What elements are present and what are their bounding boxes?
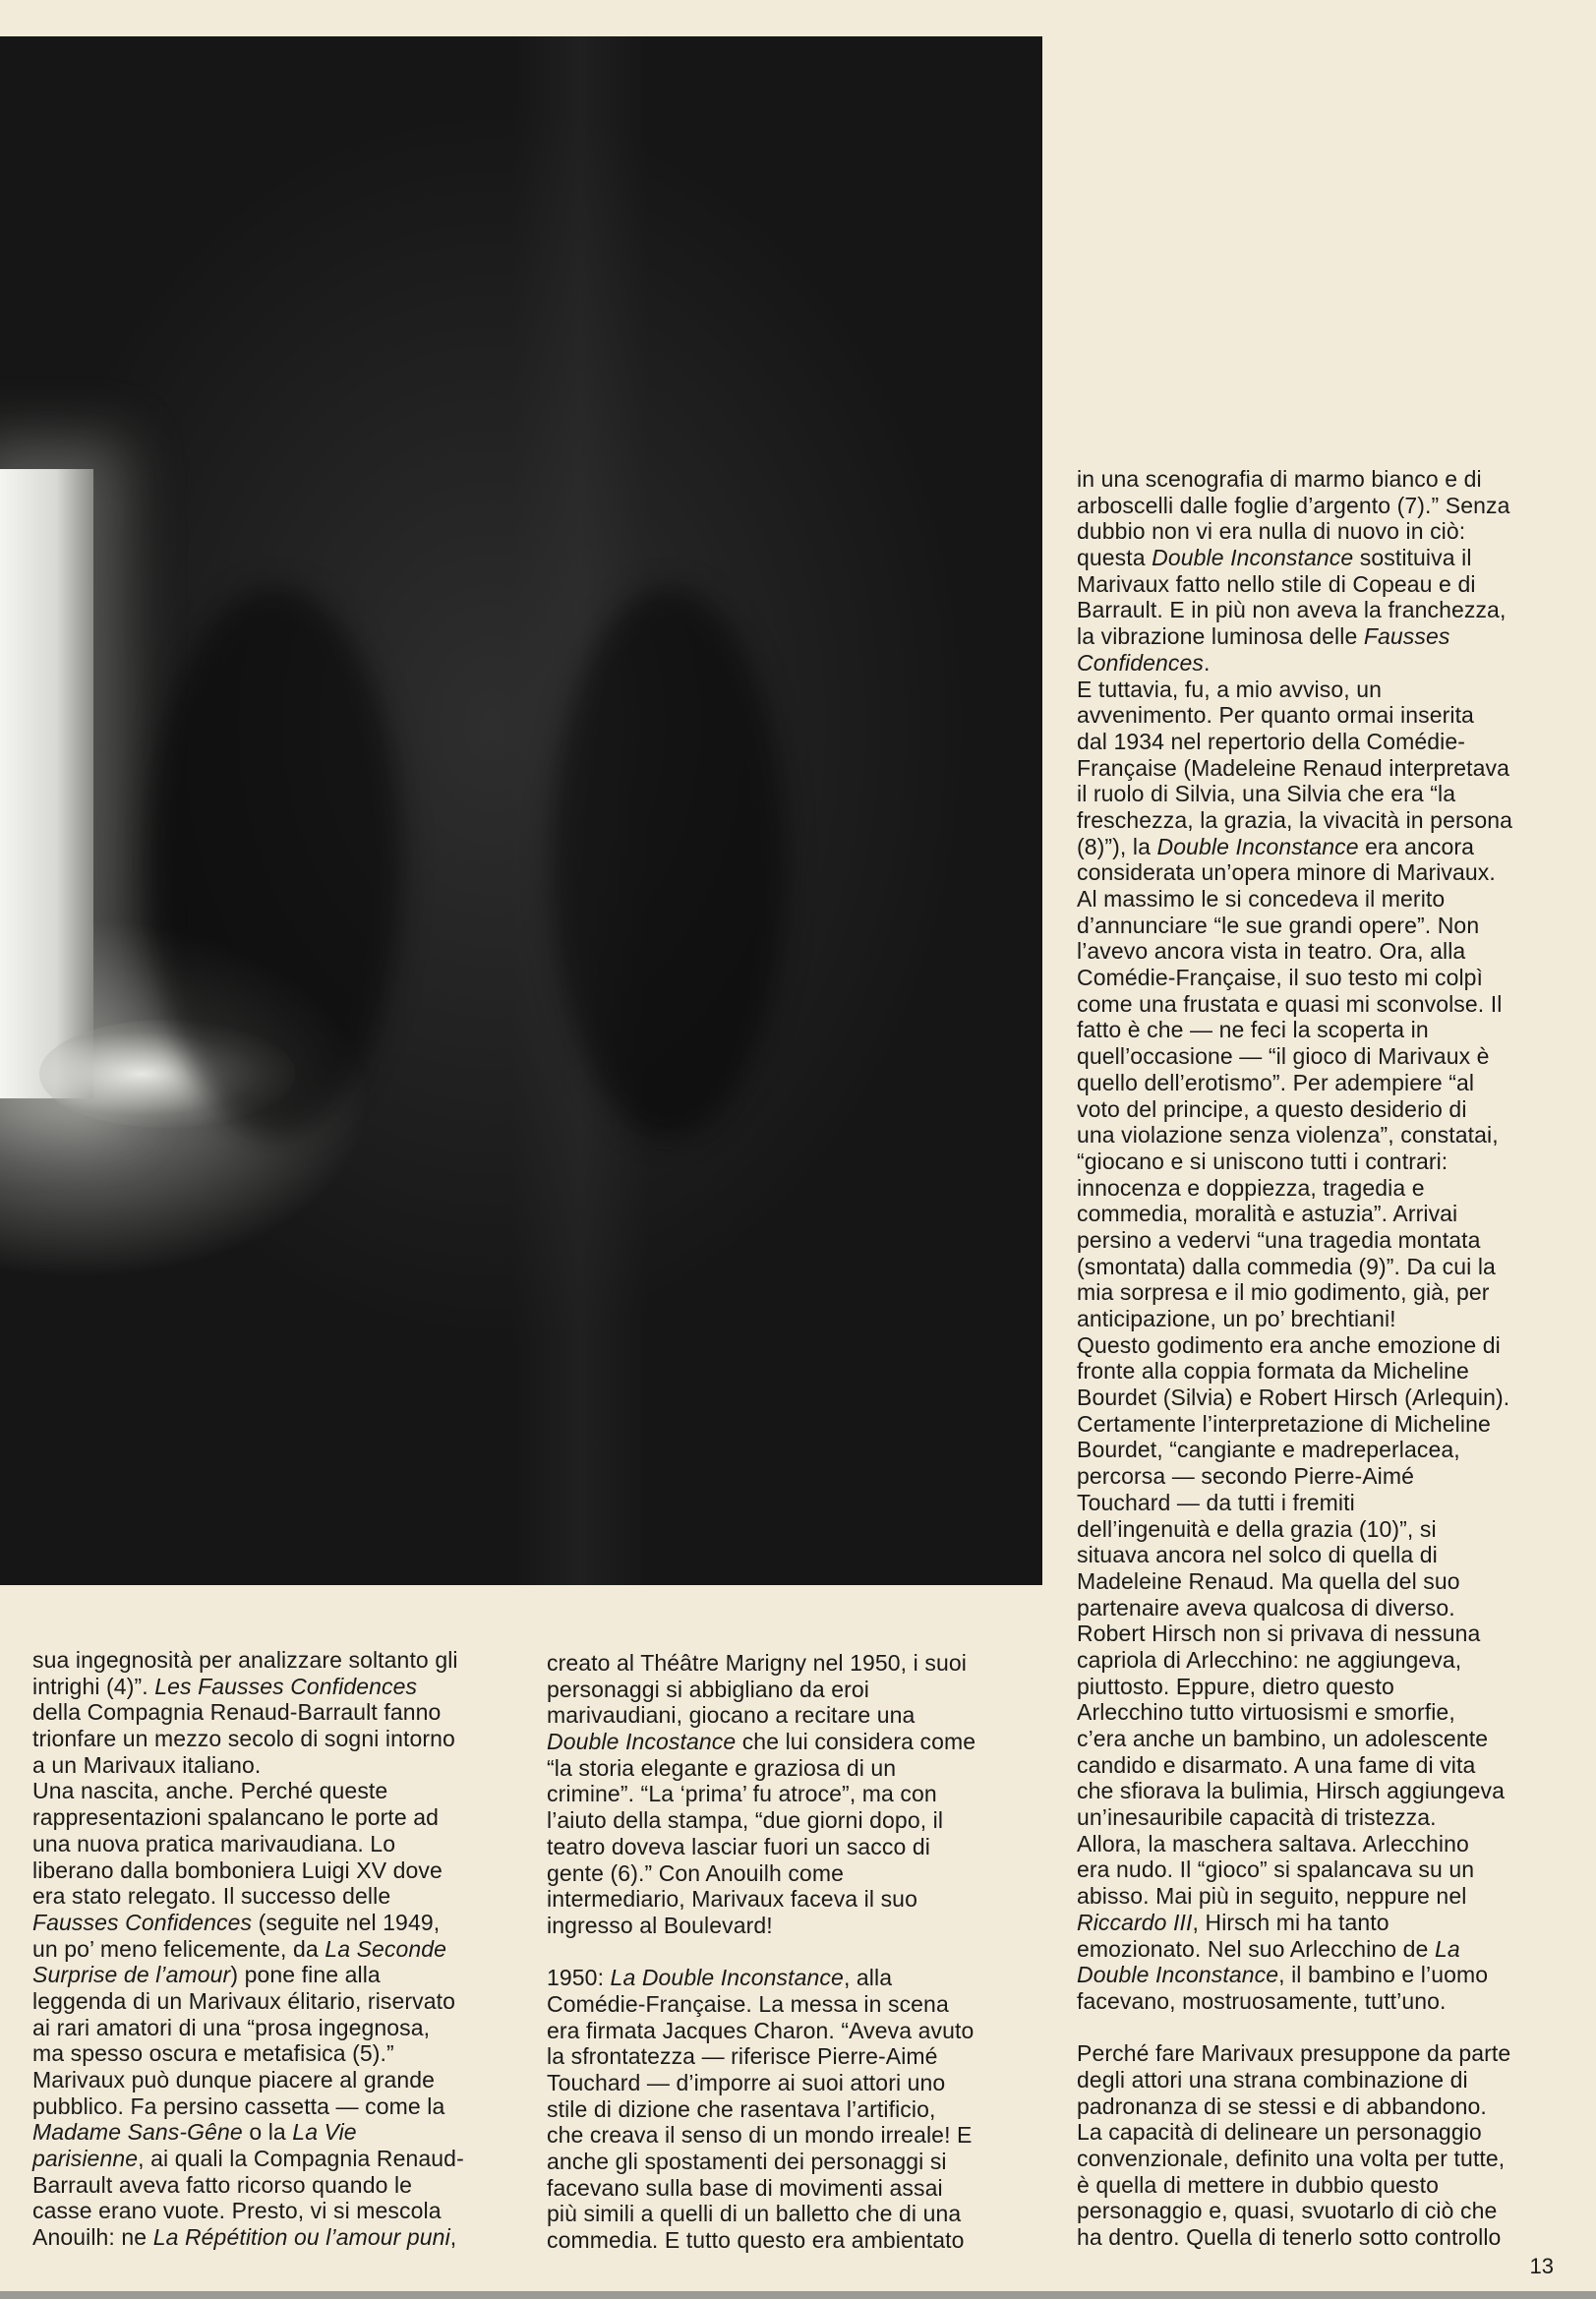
- text-line: c’era anche un bambino, un adolescente: [1077, 1726, 1489, 1751]
- text-segment: ) pone fine alla: [230, 1962, 381, 1988]
- text-segment: era ancora: [1358, 833, 1475, 859]
- text-line: [1077, 1936, 1512, 1963]
- text-line: ingresso al Boulevard!: [547, 1912, 773, 1938]
- text-line: partenaire aveva qualcosa di diverso.: [1077, 1594, 1455, 1621]
- text-line: voto del principe, a questo desiderio di: [1077, 1095, 1467, 1122]
- text-line: [1077, 545, 1512, 571]
- text-line: percorsa — secondo Pierre-Aimé: [1077, 1463, 1415, 1490]
- text-line: Comédie-Française. La messa in scena: [547, 1990, 949, 2017]
- italic-title: La: [1434, 1935, 1460, 1962]
- text-line: innocenza e doppiezza, tragedia e: [1077, 1174, 1425, 1201]
- text-line: Una nascita, anche. Perché queste: [32, 1778, 388, 1804]
- text-line: il ruolo di Silvia, una Silvia che era “la: [1077, 781, 1456, 807]
- text-segment: sostituiva il: [1353, 545, 1472, 571]
- text-line: Barrault. E in più non aveva la franchezza,: [1077, 597, 1507, 623]
- text-segment: , il bambino e l’uomo: [1278, 1962, 1489, 1988]
- text-line: dubbio non vi era nulla di nuovo in ciò:: [1077, 518, 1466, 545]
- text-line: padronanza di se stessi e di abbandono.: [1077, 2093, 1487, 2119]
- text-line: Questo godimento era anche emozione di: [1077, 1331, 1501, 1358]
- text-segment: questa: [1077, 545, 1153, 571]
- text-line: sua ingegnosità per analizzare soltanto gli: [32, 1647, 458, 1673]
- italic-title: Madame Sans-Gêne: [32, 2119, 243, 2146]
- text-segment: emozionato. Nel suo Arlecchino de: [1077, 1935, 1435, 1962]
- text-line: leggenda di un Marivaux élitario, riservato: [32, 1987, 456, 2014]
- text-line: fronte alla coppia formata da Micheline: [1077, 1358, 1469, 1385]
- text-segment: che lui considera come: [736, 1729, 976, 1755]
- text-line: piuttosto. Eppure, dietro questo: [1077, 1673, 1394, 1699]
- text-line: un’inesauribile capacità di tristezza.: [1077, 1804, 1437, 1831]
- figure-shadow-right: [551, 587, 787, 1138]
- text-line: [32, 2119, 464, 2146]
- italic-title: Les Fausses Confidences: [154, 1673, 418, 1699]
- text-line: Al massimo le si concedeva il merito: [1077, 886, 1446, 912]
- text-line: quell’occasione — “il gioco di Marivaux è: [1077, 1043, 1490, 1070]
- text-line: la sfrontatezza — riferisce Pierre-Aimé: [547, 2043, 938, 2070]
- text-line: [1077, 650, 1512, 677]
- text-segment: 1950:: [547, 1965, 611, 1991]
- text-line: E tuttavia, fu, a mio avviso, un: [1077, 676, 1383, 702]
- text-line: pubblico. Fa persino cassetta — come la: [32, 2093, 445, 2119]
- text-segment: .: [1203, 649, 1211, 676]
- text-line: liberano dalla bomboniera Luigi XV dove: [32, 1857, 443, 1883]
- text-line: [1077, 623, 1512, 650]
- text-line: della Compagnia Renaud-Barrault fanno: [32, 1699, 442, 1726]
- text-line: marivaudiani, giocano a recitare una: [547, 1702, 916, 1729]
- text-line: rappresentazioni spalancano le porte ad: [32, 1804, 440, 1831]
- text-line: [1077, 1910, 1512, 1936]
- text-line: quello dell’erotismo”. Per adempiere “al: [1077, 1069, 1475, 1095]
- text-line: creato al Théâtre Marigny nel 1950, i suoi: [547, 1650, 967, 1676]
- text-line: era firmata Jacques Charon. “Aveva avuto: [547, 2017, 975, 2043]
- text-line: [547, 1965, 975, 1991]
- text-line: era stato relegato. Il successo delle: [32, 1883, 391, 1910]
- text-segment: (8)”), la: [1077, 833, 1157, 859]
- text-line: intermediario, Marivaux faceva il suo: [547, 1886, 917, 1913]
- text-segment: , alla: [843, 1965, 893, 1991]
- text-line: teatro doveva lasciar fuori un sacco di: [547, 1833, 930, 1859]
- italic-title: Fausses: [1363, 623, 1450, 650]
- text-line: considerata un’opera minore di Marivaux.: [1077, 859, 1496, 886]
- page-number: 13: [1529, 2254, 1554, 2278]
- text-line: mia sorpresa e il mio godimento, già, per: [1077, 1279, 1490, 1306]
- scan-edge: [0, 2291, 1596, 2299]
- text-line: anticipazione, un po’ brechtiani!: [1077, 1306, 1396, 1331]
- lit-window: [0, 469, 93, 1098]
- text-line: Robert Hirsch non si privava di nessuna: [1077, 1621, 1481, 1647]
- text-line: Marivaux può dunque piacere al grande: [32, 2067, 436, 2093]
- text-line: Perché fare Marivaux presuppone da parte: [1077, 2040, 1511, 2067]
- text-line: Touchard — da tutti i fremiti: [1077, 1489, 1355, 1515]
- text-line: capriola di Arlecchino: ne aggiungeva,: [1077, 1646, 1462, 1673]
- text-segment: la vibrazione luminosa delle: [1077, 623, 1364, 650]
- figure-shadow-left: [148, 587, 403, 1138]
- text-line: (smontata) dalla commedia (9)”. Da cui la: [1077, 1253, 1496, 1279]
- italic-title: La Répétition ou l’amour puni: [152, 2224, 450, 2251]
- text-line: [1077, 2015, 1512, 2041]
- text-line: Bourdet (Silvia) e Robert Hirsch (Arlequin).: [1077, 1385, 1510, 1411]
- text-line: Arlecchino tutto virtuosismi e smorfie,: [1077, 1699, 1455, 1726]
- italic-title: Surprise de l’amour: [32, 1962, 231, 1988]
- text-line: stile di dizione che rasentava l’artificio,: [547, 2095, 936, 2122]
- text-line: trionfare un mezzo secolo di sogni intorno: [32, 1726, 455, 1752]
- text-line: abisso. Mai più in seguito, neppure nel: [1077, 1883, 1467, 1910]
- text-line: Marivaux fatto nello stile di Copeau e di: [1077, 570, 1476, 597]
- text-line: [1077, 834, 1512, 860]
- italic-title: Riccardo III: [1077, 1909, 1193, 1935]
- text-segment: o la: [242, 2119, 293, 2146]
- text-line: [32, 1674, 464, 1700]
- text-segment: Anouilh: ne: [32, 2224, 153, 2251]
- text-line: [32, 1936, 464, 1963]
- text-line: è quella di mettere in dubbio questo: [1077, 2171, 1440, 2198]
- text-line: [547, 1939, 975, 1966]
- text-line: [32, 1962, 464, 1988]
- text-line: a un Marivaux italiano.: [32, 1751, 262, 1778]
- text-line: personaggio e, quasi, svuotarlo di ciò che: [1077, 2198, 1498, 2224]
- text-line: [32, 1910, 464, 1936]
- italic-title: Double Inconstance: [1077, 1962, 1279, 1988]
- text-segment: (seguite nel 1949,: [252, 1909, 441, 1935]
- text-line: freschezza, la grazia, la vivacità in persona: [1077, 806, 1512, 833]
- text-line: ai rari amatori di una “prosa ingegnosa,: [32, 2014, 431, 2040]
- stage-photograph: [0, 36, 1042, 1585]
- italic-title: Double Inconstance: [1156, 833, 1359, 859]
- text-line: Bourdet, “cangiante e madreperlacea,: [1077, 1437, 1460, 1463]
- text-line: gente (6).” Con Anouilh come: [547, 1859, 844, 1886]
- italic-title: parisienne: [32, 2146, 139, 2172]
- text-line: [32, 2224, 464, 2251]
- italic-title: Fausses Confidences: [32, 1909, 253, 1935]
- text-line: commedia. E tutto questo era ambientato: [547, 2227, 965, 2254]
- text-line: situava ancora nel solco di quella di: [1077, 1542, 1438, 1568]
- text-line: persino a vedervi “una tragedia montata: [1077, 1226, 1481, 1253]
- italic-title: La Seconde: [325, 1935, 447, 1962]
- italic-title: Double Inconstance: [1152, 545, 1354, 571]
- text-line: personaggi si abbigliano da eroi: [547, 1676, 869, 1702]
- text-line: “la storia elegante e graziosa di un: [547, 1754, 897, 1781]
- text-segment: ,: [449, 2224, 457, 2251]
- text-line: Certamente l’interpretazione di Micheline: [1077, 1410, 1491, 1437]
- text-line: era nudo. Il “gioco” si spalancava su un: [1077, 1857, 1475, 1883]
- text-line: commedia, moralità e astuzia”. Arrivai: [1077, 1201, 1458, 1227]
- italic-title: Confidences: [1077, 649, 1204, 676]
- text-line: una nuova pratica marivaudiana. Lo: [32, 1830, 396, 1857]
- text-line: una violazione senza violenza”, constatai,: [1077, 1122, 1499, 1149]
- text-segment: intrighi (4)”.: [32, 1673, 155, 1699]
- text-segment: un po’ meno felicemente, da: [32, 1935, 325, 1962]
- text-line: Madeleine Renaud. Ma quella del suo: [1077, 1567, 1460, 1594]
- text-line: avvenimento. Per quanto ormai inserita: [1077, 702, 1474, 729]
- text-line: anche gli spostamenti dei personaggi si: [547, 2149, 947, 2175]
- text-line: l’aiuto della stampa, “due giorni dopo, il: [547, 1807, 944, 1834]
- text-column-left: [32, 1647, 464, 2251]
- text-line: La capacità di delineare un personaggio: [1077, 2119, 1482, 2146]
- text-line: Touchard — d’imporre ai suoi attori uno: [547, 2070, 946, 2095]
- text-line: “giocano e si uniscono tutti i contrari:: [1077, 1148, 1448, 1174]
- text-line: Barrault aveva fatto ricorso quando le: [32, 2171, 413, 2198]
- italic-title: Double Incostance: [547, 1729, 737, 1755]
- text-line: [547, 1729, 975, 1755]
- italic-title: La Double Inconstance: [610, 1965, 844, 1991]
- text-line: casse erano vuote. Presto, vi si mescola: [32, 2198, 442, 2224]
- text-line: più simili a quelli di un balletto che di una: [547, 2201, 962, 2227]
- text-segment: , ai quali la Compagnia Renaud-: [138, 2146, 464, 2172]
- text-line: [1077, 1962, 1512, 1988]
- text-line: convenzionale, definito una volta per tutte,: [1077, 2146, 1506, 2171]
- text-segment: , Hirsch mi ha tanto: [1192, 1909, 1389, 1935]
- text-line: facevano, mostruosamente, tutt’uno.: [1077, 1987, 1447, 2014]
- text-line: in una scenografia di marmo bianco e di: [1077, 466, 1482, 492]
- text-line: Comédie-Française, il suo testo mi colpì: [1077, 965, 1484, 991]
- text-line: degli attori una strana combinazione di: [1077, 2066, 1468, 2093]
- text-line: fatto è che — ne feci la scoperta in: [1077, 1017, 1429, 1043]
- text-line: candido e disarmato. A una fame di vita: [1077, 1751, 1476, 1778]
- text-column-right: [1077, 466, 1512, 2251]
- text-line: Allora, la maschera saltava. Arlecchino: [1077, 1830, 1469, 1857]
- text-line: [32, 2146, 464, 2172]
- text-line: che sfiorava la bulimia, Hirsch aggiungeva: [1077, 1778, 1506, 1804]
- text-line: l’avevo ancora vista in teatro. Ora, alla: [1077, 938, 1466, 965]
- text-line: dal 1934 nel repertorio della Comédie-: [1077, 728, 1466, 754]
- text-line: ma spesso oscura e metafisica (5).”: [32, 2040, 394, 2067]
- text-line: ha dentro. Quella di tenerlo sotto controllo: [1077, 2224, 1502, 2251]
- text-line: che creava il senso di un mondo irreale! E: [547, 2122, 973, 2149]
- text-line: come una frustata e quasi mi sconvolse. Il: [1077, 990, 1503, 1017]
- text-column-middle: [547, 1650, 975, 2254]
- text-line: arboscelli dalle foglie d’argento (7).” Senza: [1077, 492, 1510, 518]
- italic-title: La Vie: [292, 2119, 357, 2146]
- text-line: d’annunciare “le sue grandi opere”. Non: [1077, 912, 1480, 938]
- text-line: facevano sulla base di movimenti assai: [547, 2174, 943, 2201]
- text-line: dell’ingenuità e della grazia (10)”, si: [1077, 1515, 1437, 1542]
- text-line: Française (Madeleine Renaud interpretava: [1077, 754, 1509, 781]
- text-line: crimine”. “La ‘prima’ fu atroce”, ma con: [547, 1781, 937, 1807]
